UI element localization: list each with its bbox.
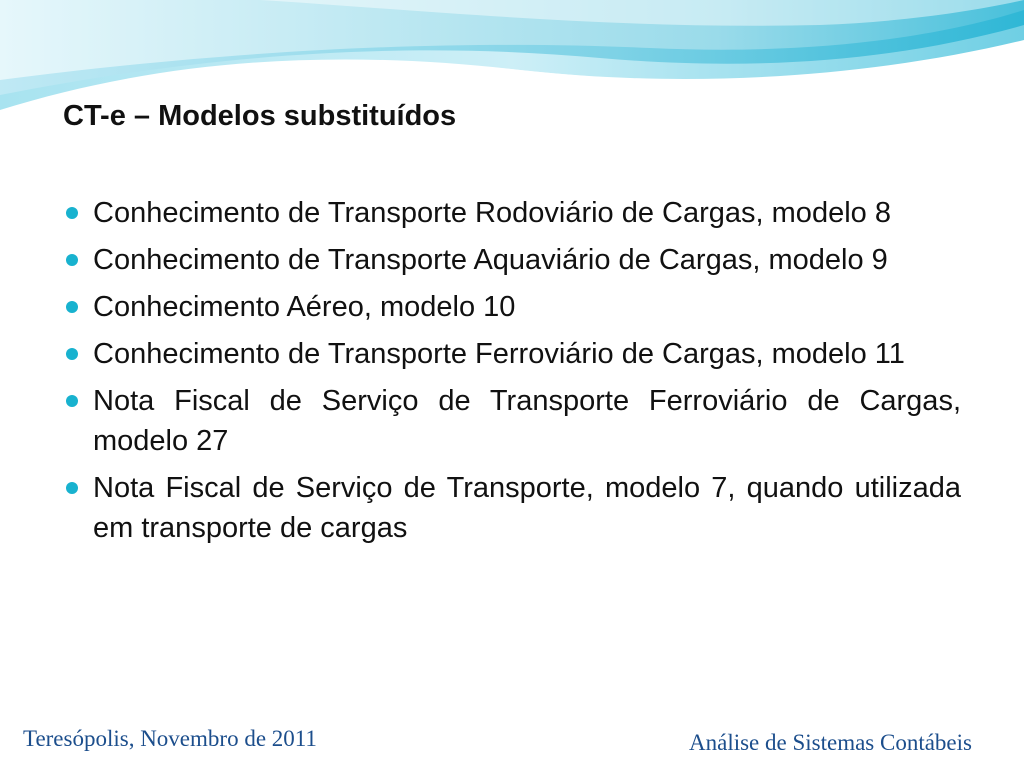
list-item: [63, 193, 961, 233]
list-item-text: Conhecimento de Transporte Ferroviário de Cargas, modelo 11: [93, 338, 905, 370]
list-item-text: Conhecimento Aéreo, modelo 10: [93, 291, 516, 323]
bullet-dot-icon: [66, 482, 78, 494]
footer-location-date: Teresópolis, Novembro de 2011: [23, 726, 317, 751]
list-item: [63, 381, 961, 461]
list-item-text: Nota Fiscal de Serviço de Transporte, modelo 7, quando utilizada em transporte de cargas: [93, 472, 961, 544]
bullet-dot-icon: [66, 348, 78, 360]
bullet-dot-icon: [66, 395, 78, 407]
list-item-text: Conhecimento de Transporte Rodoviário de Cargas, modelo 8: [93, 197, 891, 229]
slide-title: CT-e – Modelos substituídos: [63, 100, 457, 132]
bullet-dot-icon: [66, 301, 78, 313]
bullet-dot-icon: [66, 207, 78, 219]
list-item-text: Nota Fiscal de Serviço de Transporte Ferroviário de Cargas, modelo 27: [93, 385, 961, 457]
footer-course-title: Análise de Sistemas Contábeis: [689, 730, 972, 755]
list-item: [63, 287, 961, 327]
bullet-list: [63, 193, 961, 555]
list-item: [63, 334, 961, 374]
list-item-text: Conhecimento de Transporte Aquaviário de Cargas, modelo 9: [93, 244, 888, 276]
list-item: [63, 468, 961, 548]
bullet-dot-icon: [66, 254, 78, 266]
list-item: [63, 240, 961, 280]
